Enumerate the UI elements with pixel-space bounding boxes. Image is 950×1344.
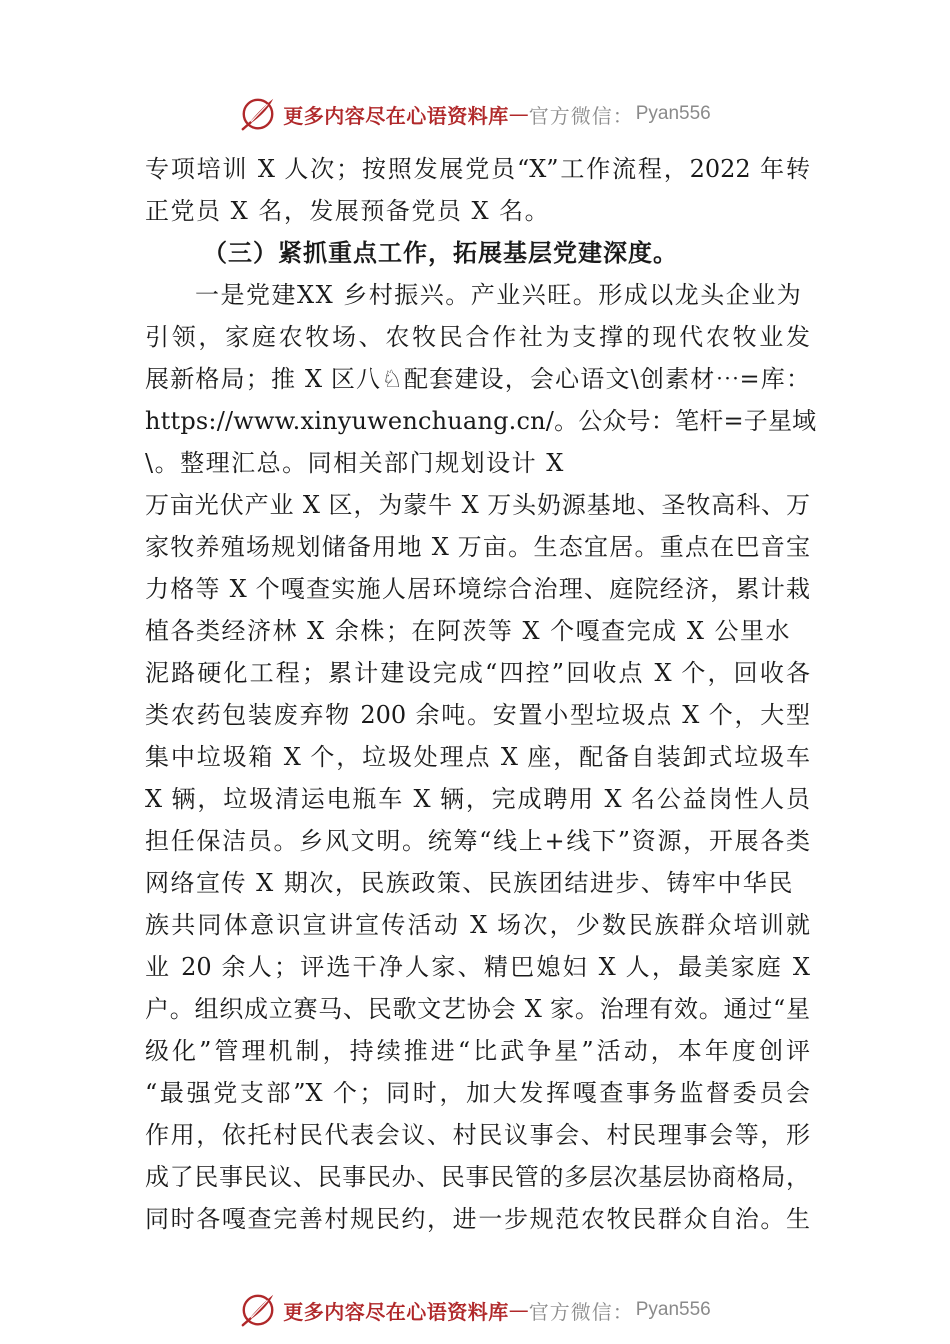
text-line: “最强党支部”X 个；同时，加大发挥嘎查事务监督委员会 [145, 1079, 810, 1107]
text-line: https://www.xinyuwenchuang.cn/。公众号：笔杆=子星域 [145, 407, 817, 435]
quill-logo-icon [239, 1291, 277, 1329]
text-line: 担任保洁员。乡风文明。统筹“线上+线下”资源，开展各类 [145, 827, 810, 855]
text-line: 植各类经济林 X 余株；在阿茨等 X 个嘎查完成 X 公里水 [145, 617, 792, 645]
text-line: 业 20 余人；评选干净人家、精巴媳妇 X 人，最美家庭 X [145, 953, 810, 981]
text-line: 族共同体意识宣讲宣传活动 X 场次，少数民族群众培训就 [145, 911, 810, 939]
banner-official-label: 官方微信： [528, 103, 634, 128]
banner-title: 更多内容尽在心语资料库 [283, 1299, 509, 1324]
text-line: 同时各嘎查完善村规民约，进一步规范农牧民群众自治。生 [145, 1205, 810, 1233]
text-line: 集中垃圾箱 X 个，垃圾处理点 X 座，配备自装卸式垃圾车 [145, 743, 810, 771]
text-line: 户。组织成立赛马、民歌文艺协会 X 家。治理有效。通过“星 [145, 995, 810, 1023]
text-line: 泥路硬化工程；累计建设完成“四控”回收点 X 个，回收各 [145, 659, 810, 687]
text-line: 一是党建XX 乡村振兴。产业兴旺。形成以龙头企业为 [195, 281, 803, 309]
text-line: 专项培训 X 人次；按照发展党员“X”工作流程，2022 年转 [145, 155, 810, 183]
text-line: 万亩光伏产业 X 区，为蒙牛 X 万头奶源基地、圣牧高科、万 [145, 491, 810, 519]
text-line: X 辆，垃圾清运电瓶车 X 辆，完成聘用 X 名公益岗性人员 [145, 785, 810, 813]
banner-account-id: Pyan556 [635, 1299, 711, 1320]
text-line: 引领，家庭农牧场、农牧民合作社为支撑的现代农牧业发 [145, 323, 810, 351]
banner-separator: — [508, 1298, 529, 1322]
text-line: 力格等 X 个嘎查实施人居环境综合治理、庭院经济，累计栽 [145, 575, 810, 603]
banner-official-label: 官方微信： [528, 1299, 634, 1324]
text-line: 级化”管理机制，持续推进“比武争星”活动，本年度创评 [145, 1037, 810, 1065]
text-line: 正党员 X 名，发展预备党员 X 名。 [145, 197, 551, 225]
text-line: 类农药包装废弃物 200 余吨。安置小型垃圾点 X 个，大型 [145, 701, 810, 729]
footer-banner [0, 1290, 950, 1330]
banner-title: 更多内容尽在心语资料库 [283, 103, 509, 128]
text-line: 成了民事民议、民事民办、民事民管的多层次基层协商格局， [145, 1163, 810, 1191]
text-line: \。整理汇总。同相关部门规划设计 X [145, 449, 565, 477]
document-body [145, 148, 817, 1240]
text-line: 网络宣传 X 期次，民族政策、民族团结进步、铸牢中华民 [145, 869, 794, 897]
section-heading: （三）紧抓重点工作，拓展基层党建深度。 [203, 238, 678, 267]
text-line: 展新格局；推 X 区八♘配套建设，会心语文\创素材⋯=库： [145, 365, 810, 393]
banner-account-id: Pyan556 [635, 103, 711, 124]
header-banner [0, 94, 950, 134]
quill-logo-icon [239, 95, 277, 133]
text-line: 家牧养殖场规划储备用地 X 万亩。生态宜居。重点在巴音宝 [145, 533, 810, 561]
banner-separator: — [508, 102, 529, 126]
text-line: 作用，依托村民代表会议、村民议事会、村民理事会等，形 [145, 1121, 810, 1149]
